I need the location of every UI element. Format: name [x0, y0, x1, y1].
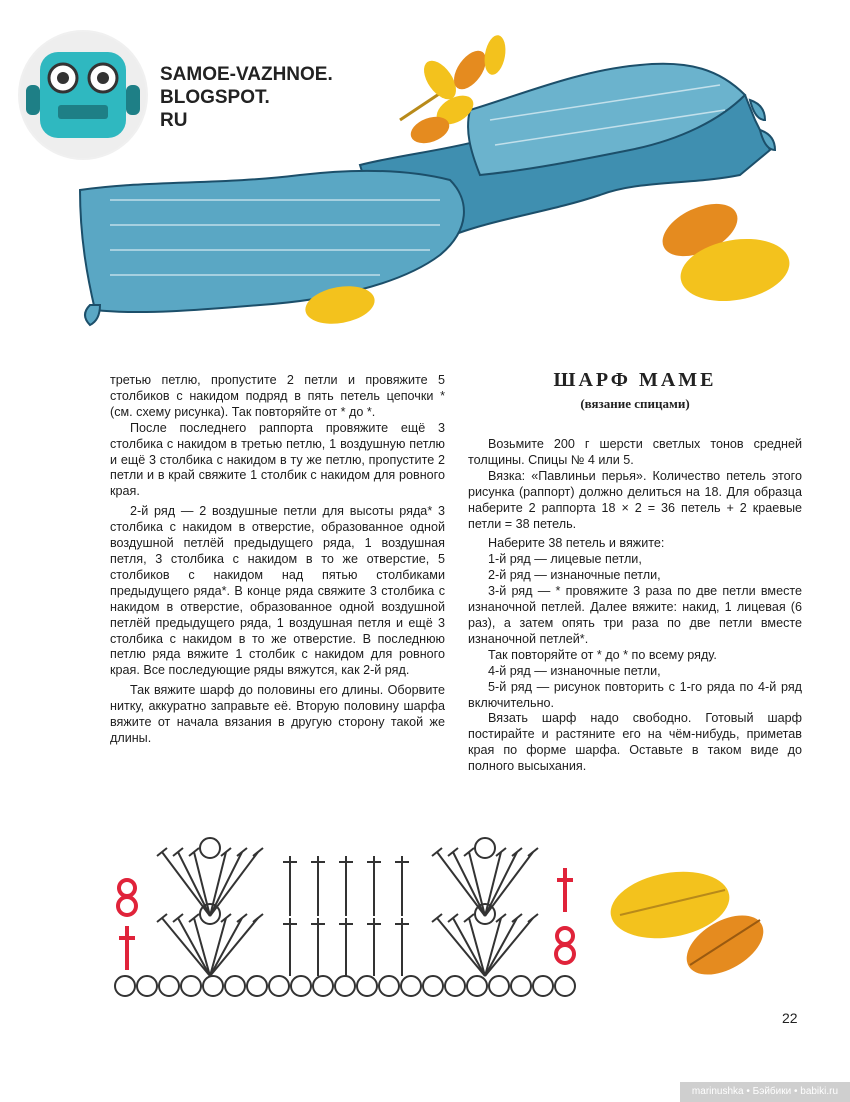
paragraph: Так повторяйте от * до * по всему ряду. — [488, 647, 717, 662]
chain-stitch — [445, 976, 465, 996]
logo-line-1: SAMOE-VAZHNOE. — [160, 64, 333, 85]
paragraph: третью петлю, пропустите 2 петли и провяжите 5 столбиков с накидом подряд в пять петель цепочки * (см. схему рисунка). Так повторяйте от * до *. — [110, 373, 445, 419]
double-crochet-stitch — [173, 848, 183, 856]
turning-chain-mark — [556, 945, 574, 963]
double-crochet-stitch — [210, 852, 242, 916]
paragraph: Возьмите 200 г шерсти светлых тонов средней толщины. Спицы № 4 или 5. — [468, 437, 802, 467]
double-crochet-stitch — [253, 848, 263, 856]
paragraph: 1-й ряд — лицевые петли, — [488, 552, 642, 567]
chain-stitch — [181, 976, 201, 996]
scarf-front — [80, 171, 464, 312]
logo-line-2: BLOGSPOT. — [160, 87, 270, 108]
chain-stitch — [357, 976, 377, 996]
paragraph: 4-й ряд — изнаночные петли, — [488, 663, 661, 678]
chain-stitch — [200, 838, 220, 858]
article-subtitle: (вязание спицами) — [580, 396, 690, 411]
right-column — [468, 437, 802, 775]
paragraph: 2-й ряд — 2 воздушные петли для высоты ряда* 3 столбика с накидом в отверстие, образованное одной воздушной петлёй предыдущего ряда, 1 воздушная петля, 3 столбика с накидом в то же отверстие, 5 столбиков с накидом над пятью столбиками предыдущего ряда*. В конце ряда свяжите 3 столбика с накидом в отверстие, образованное одной воздушной петлёй предыдущего ряда, 1 воздушная петля и ещё 3 столбика с накидом в то же отверстие. В последнюю петлю ряда вяжите 1 столбик с накидом для ровного края. Все последующие ряды вяжутся, как 2-й ряд. — [110, 504, 445, 678]
double-crochet-stitch — [512, 914, 522, 922]
double-crochet-stitch — [512, 848, 522, 856]
chain-stitch — [115, 976, 135, 996]
double-crochet-stitch — [253, 914, 263, 922]
double-crochet-stitch — [485, 852, 517, 916]
double-crochet-stitch — [528, 848, 538, 856]
chain-stitch — [511, 976, 531, 996]
chain-stitch — [225, 976, 245, 996]
chain-stitch — [467, 976, 487, 996]
double-crochet-stitch — [485, 918, 517, 976]
chain-stitch — [291, 976, 311, 996]
watermark: marinushka • Бэйбики • babiki.ru — [680, 1082, 850, 1102]
chain-stitch — [379, 976, 399, 996]
double-crochet-stitch — [178, 852, 210, 916]
site-logo-text[interactable] — [160, 63, 333, 132]
double-crochet-stitch — [528, 914, 538, 922]
paragraph: Вязка: «Павлиньи перья». Количество петель этого рисунка (раппорт) должно делиться на 18. Для образца наберите 2 раппорта 18 × 2 = 36 петель + 2 краевые петли = 38 петель. — [468, 468, 802, 531]
turning-chain-mark — [119, 880, 135, 896]
double-crochet-stitch — [448, 914, 458, 922]
paragraph: 2-й ряд — изнаночные петли, — [488, 568, 661, 583]
chain-stitch — [137, 976, 157, 996]
double-crochet-stitch — [210, 918, 242, 976]
double-crochet-stitch — [432, 848, 442, 856]
double-crochet-stitch — [237, 914, 247, 922]
paragraph: Наберите 38 петель и вяжите: — [488, 536, 665, 551]
paragraph: 5-й ряд — рисунок повторить с 1-го ряда по 4-й ряд включительно. — [468, 679, 802, 710]
chain-stitch — [313, 976, 333, 996]
chain-stitch — [475, 838, 495, 858]
page-number: 22 — [782, 1010, 798, 1026]
robot-icon — [18, 30, 148, 160]
turning-chain-mark — [557, 928, 573, 944]
chain-stitch — [401, 976, 421, 996]
chain-stitch — [489, 976, 509, 996]
crochet-chart — [105, 828, 605, 1008]
double-crochet-stitch — [157, 848, 167, 856]
chain-stitch — [247, 976, 267, 996]
chain-stitch — [159, 976, 179, 996]
turning-chain-mark — [118, 897, 136, 915]
double-crochet-stitch — [237, 848, 247, 856]
paragraph: Так вяжите шарф до половины его длины. Оборвите нитку, аккуратно заправьте её. Вторую половину шарфа вяжите от начала вязания в другую сторону такой же длины. — [110, 683, 445, 745]
leaves-decoration — [600, 860, 780, 990]
chain-stitch — [335, 976, 355, 996]
chain-stitch — [203, 976, 223, 996]
double-crochet-stitch — [178, 918, 210, 976]
logo-line-3: RU — [160, 110, 188, 131]
double-crochet-stitch — [453, 918, 485, 976]
double-crochet-stitch — [448, 848, 458, 856]
chain-stitch — [555, 976, 575, 996]
double-crochet-stitch — [173, 914, 183, 922]
paragraph: Вязать шарф надо свободно. Готовый шарф постирайте и растяните его на чём-нибудь, приметав края по форме шарфа. Оставьте в таком виде до полного высыхания. — [468, 711, 802, 774]
chain-stitch — [533, 976, 553, 996]
paragraph: 3-й ряд — * провяжите 3 раза по две петли вместе изнаночной петлей. Далее вяжите: накид, 1 лицевая (6 раз), а затем опять три раза по две петли вместе изнаночной петлей*. — [468, 584, 802, 646]
article-title: ШАРФ МАМЕ — [553, 369, 717, 391]
double-crochet-stitch — [453, 852, 485, 916]
chain-stitch — [269, 976, 289, 996]
paragraph: После последнего раппорта провяжите ещё 3 столбика с накидом в третью петлю, 1 воздушную петлю и ещё 3 столбика с накидом в ту же петлю, пропустите 2 петли и в край свяжите 1 столбик с накидом для ровного края. — [110, 420, 445, 499]
chain-stitch — [423, 976, 443, 996]
left-column — [110, 373, 445, 747]
robot-logo-icon[interactable] — [18, 30, 148, 160]
